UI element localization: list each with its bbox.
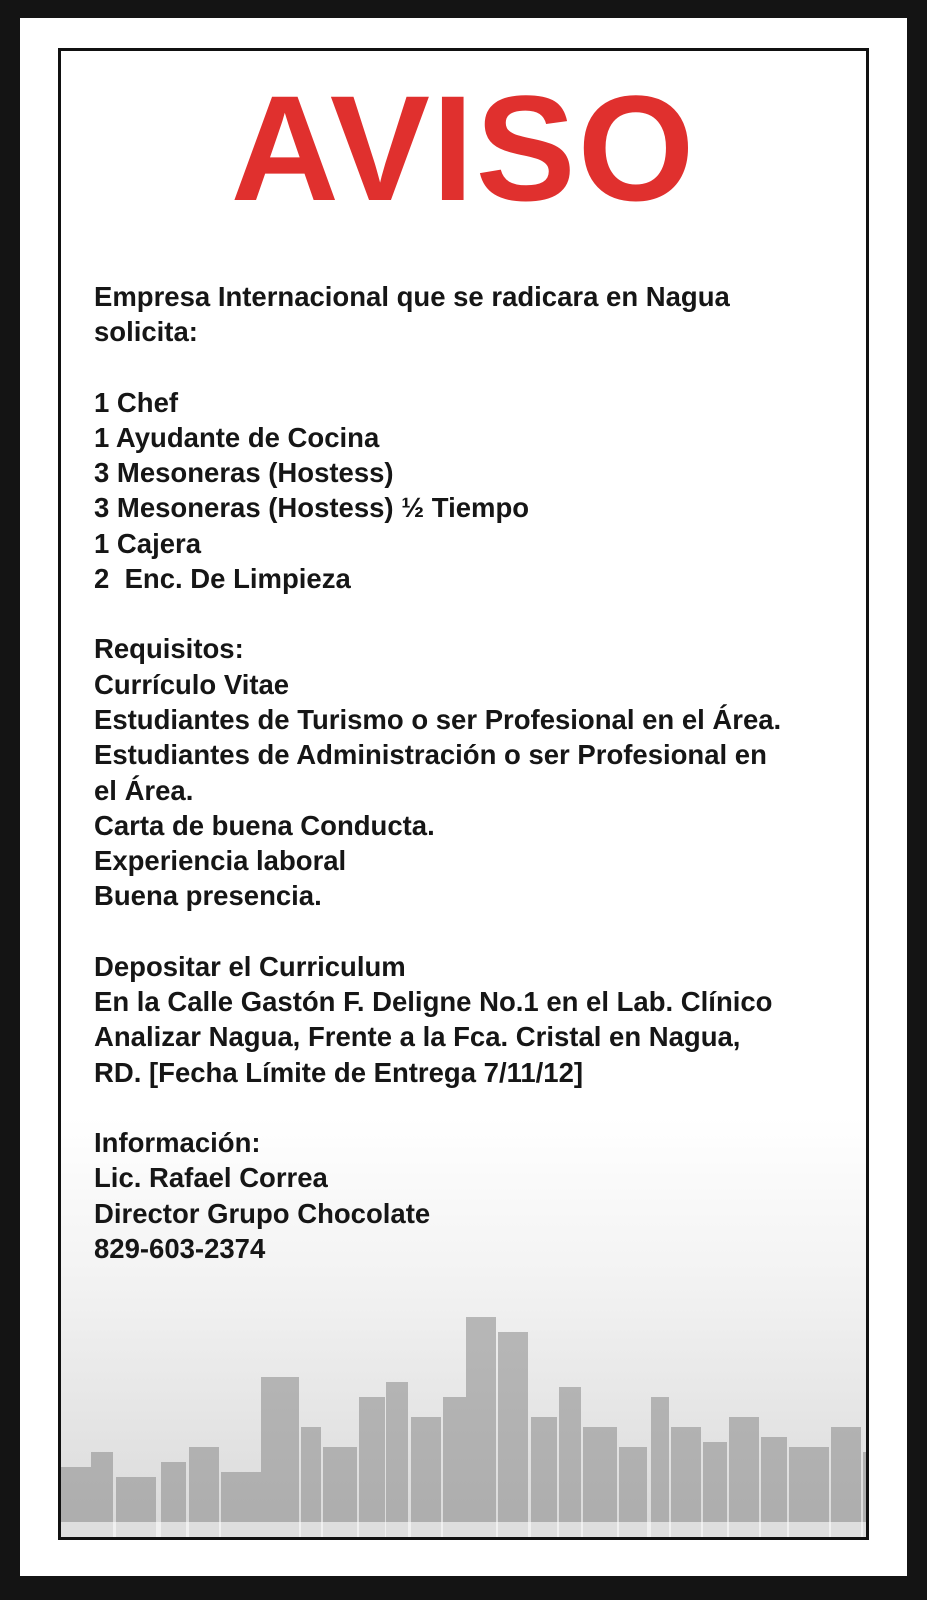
requirement-item: Buena presencia. (94, 880, 322, 912)
requirement-item: el Área. (94, 774, 194, 806)
notice-panel (58, 48, 869, 1540)
position-item: 2 Enc. De Limpieza (94, 563, 351, 595)
intro-line: solicita: (94, 316, 198, 348)
requirement-item: Estudiantes de Turismo o ser Profesional en el Área. (94, 703, 782, 735)
contact-name: Lic. Rafael Correa (94, 1162, 328, 1194)
position-item: 1 Ayudante de Cocina (94, 421, 380, 453)
position-item: 1 Chef (94, 386, 179, 418)
requirement-item: Experiencia laboral (94, 845, 347, 877)
spacer (94, 914, 856, 949)
deposit-line: Analizar Nagua, Frente a la Fca. Cristal en Nagua, (94, 1021, 741, 1053)
spacer (94, 596, 856, 631)
skyline-silhouette (61, 1277, 869, 1537)
info-heading: Información: (94, 1126, 261, 1158)
intro-line: Empresa Internacional que se radicara en Nagua (94, 281, 730, 312)
requirements-heading: Requisitos: (94, 633, 244, 665)
deposit-line: Depositar el Curriculum (94, 950, 406, 982)
requirement-item: Carta de buena Conducta. (94, 809, 435, 841)
position-item: 1 Cajera (94, 527, 202, 559)
requirement-item: Estudiantes de Administración o ser Profesional en (94, 739, 767, 771)
contact-title: Director Grupo Chocolate (94, 1197, 431, 1229)
deposit-line: En la Calle Gastón F. Deligne No.1 en el Lab. Clínico (94, 986, 773, 1018)
spacer (94, 350, 856, 385)
deposit-line: RD. [Fecha Límite de Entrega 7/11/12] (94, 1056, 584, 1088)
notice-title: AVISO (230, 64, 697, 232)
contact-phone: 829-603-2374 (94, 1232, 266, 1264)
border-gap (20, 18, 907, 1576)
spacer (94, 1090, 856, 1125)
requirement-item: Currículo Vitae (94, 668, 290, 700)
notice-body (94, 279, 856, 1266)
position-item: 3 Mesoneras (Hostess) (94, 457, 394, 489)
position-item: 3 Mesoneras (Hostess) ½ Tiempo (94, 492, 530, 524)
